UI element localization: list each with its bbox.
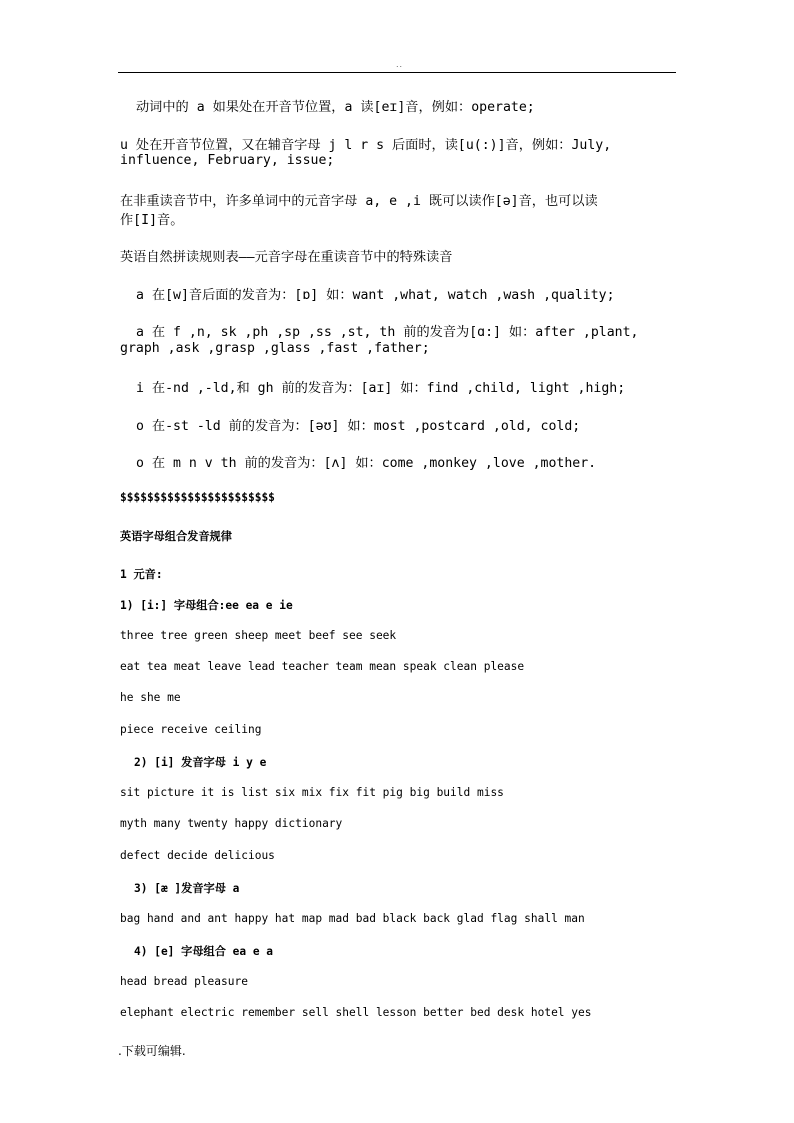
- item-heading: 3) [æ ]发音字母 a: [134, 882, 240, 895]
- subsection-title: 1 元音:: [120, 568, 163, 581]
- text-line: influence, February, issue;: [120, 153, 335, 168]
- word-list: elephant electric remember sell shell lesson better bed desk hotel yes: [120, 1006, 592, 1019]
- header-dots: ..: [396, 60, 404, 69]
- text-line: a 在[w]音后面的发音为：[ɒ] 如：want ,what, watch ,wash ,quality;: [136, 288, 615, 303]
- text-line: o 在 m n v th 前的发音为：[ʌ] 如：come ,monkey ,love ,mother.: [136, 456, 597, 471]
- word-list: bag hand and ant happy hat map mad bad black back glad flag shall man: [120, 912, 585, 925]
- word-list: defect decide delicious: [120, 849, 275, 862]
- word-list: eat tea meat leave lead teacher team mean speak clean please: [120, 660, 525, 673]
- text-line: 作[I]音。: [120, 213, 184, 228]
- page-footer: .下载可编辑.: [118, 1044, 186, 1058]
- section-heading: 英语自然拼读规则表——元音字母在重读音节中的特殊读音: [120, 250, 453, 265]
- word-list: he she me: [120, 691, 181, 704]
- word-list: three tree green sheep meet beef see seek: [120, 629, 397, 642]
- word-list: sit picture it is list six mix fix fit pig big build miss: [120, 786, 504, 799]
- text-line: u 处在开音节位置，又在辅音字母 j l r s 后面时，读[u(:)]音，例如：July,: [120, 138, 612, 153]
- header-rule: [118, 72, 676, 73]
- text-line: o 在-st -ld 前的发音为：[əʊ] 如：most ,postcard ,old, cold;: [136, 419, 581, 434]
- text-line: a 在 f ,n, sk ,ph ,sp ,ss ,st, th 前的发音为[ɑ:] 如：after ,plant,: [136, 325, 639, 340]
- text-line: graph ,ask ,grasp ,glass ,fast ,father;: [120, 341, 430, 356]
- item-heading: 4) [e] 字母组合 ea e a: [134, 945, 274, 958]
- item-heading: 2) [i] 发音字母 i y e: [134, 756, 267, 769]
- text-line: 动词中的 a 如果处在开音节位置，a 读[eɪ]音，例如：operate;: [136, 100, 535, 115]
- word-list: head bread pleasure: [120, 975, 248, 988]
- word-list: myth many twenty happy dictionary: [120, 817, 343, 830]
- separator-line: $$$$$$$$$$$$$$$$$$$$$$$: [120, 491, 275, 504]
- section-title: 英语字母组合发音规律: [120, 530, 232, 543]
- item-heading: 1) [i:] 字母组合:ee ea e ie: [120, 599, 293, 612]
- word-list: piece receive ceiling: [120, 723, 262, 736]
- text-line: 在非重读音节中，许多单词中的元音字母 a, e ,i 既可以读作[ə]音，也可以读: [120, 194, 598, 209]
- text-line: i 在-nd ,-ld,和 gh 前的发音为：[aɪ] 如：find ,child, light ,high;: [136, 381, 626, 396]
